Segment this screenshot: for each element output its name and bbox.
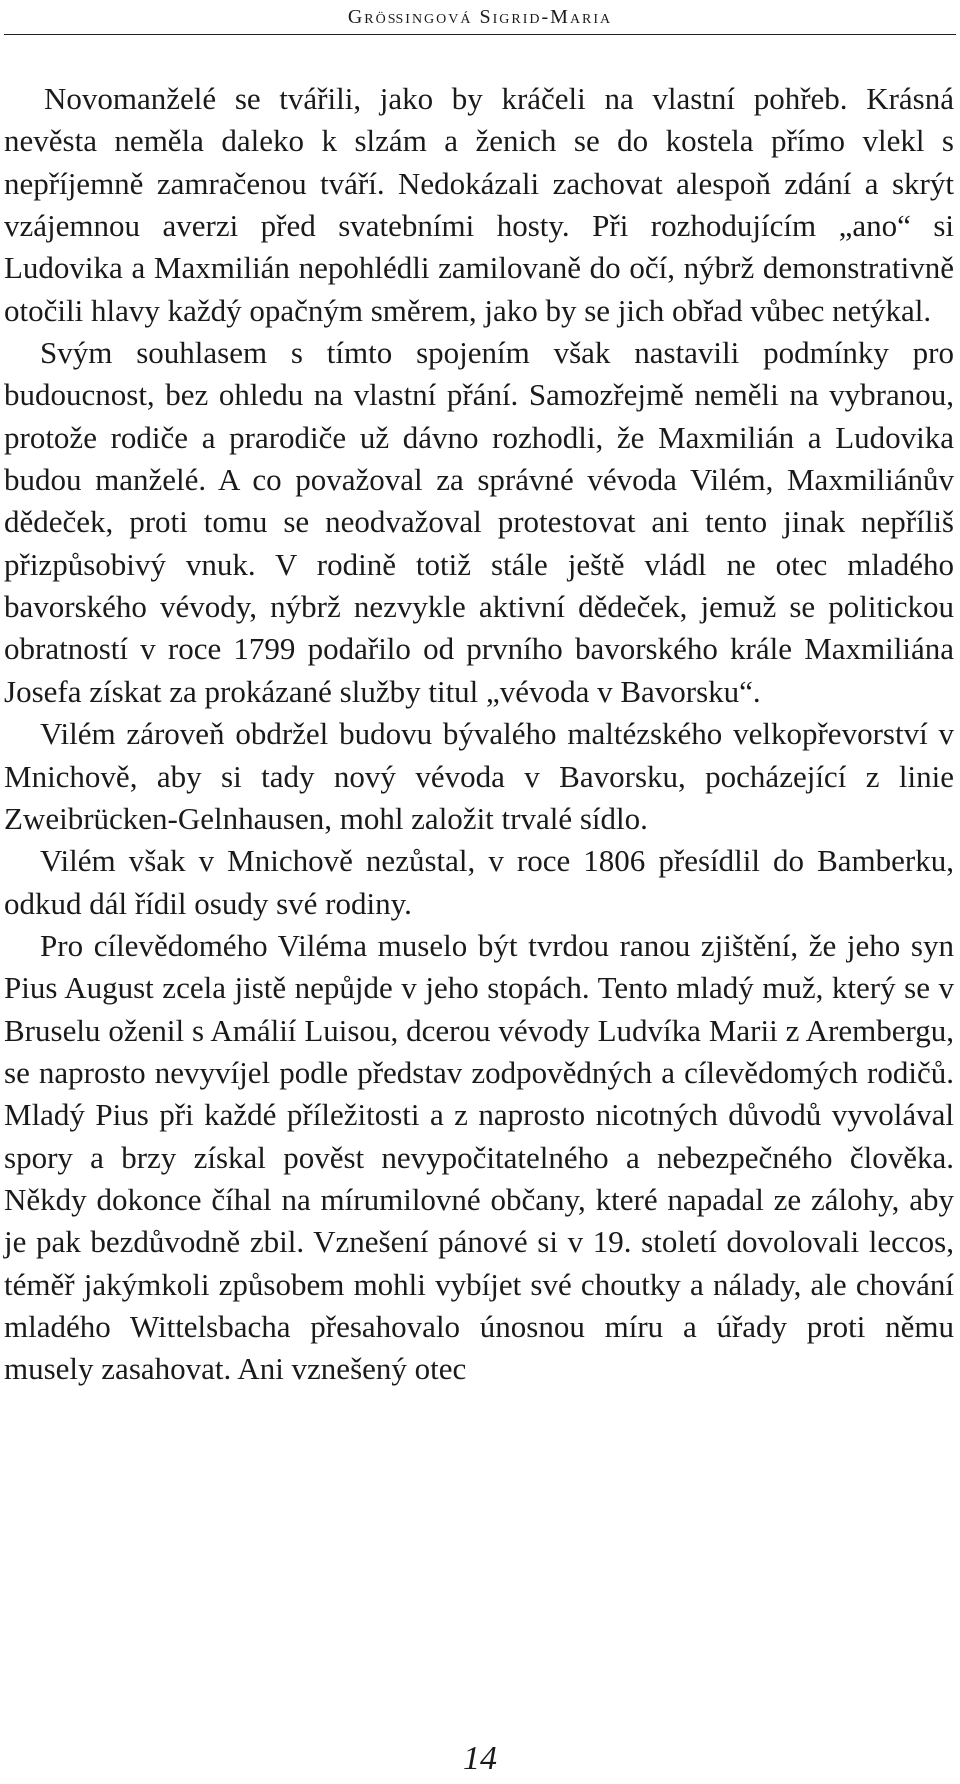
body-text	[4, 78, 954, 1391]
paragraph: Vilém však v Mnichově nezůstal, v roce 1806 přesídlil do Bamberku, odkud dál řídil osudy své rodiny.	[4, 843, 954, 921]
page-number: 14	[463, 1740, 497, 1777]
header-rule	[4, 34, 956, 35]
running-head: Größingová Sigrid-Maria	[347, 6, 613, 28]
paragraph: Novomanželé se tvářili, jako by kráčeli na vlastní pohřeb. Krásná nevěsta neměla daleko k slzám a ženich se do kostela přímo vlekl s nepříjemně zamračenou tváří. Nedokázali zachovat alespoň zdání a skrýt vzájemnou averzi před svatebními hosty. Při rozhodujícím „ano“ si Ludovika a Maxmilián nepohlédli zamilovaně do očí, nýbrž demonstrativně otočili hlavy každý opačným směrem, jako by se jich obřad vůbec netýkal.	[4, 81, 954, 328]
paragraph: Vilém zároveň obdržel budovu bývalého maltézského velkopřevorství v Mnichově, aby si tady nový vévoda v Bavorsku, pocházející z linie Zweibrücken-Gelnhausen, mohl založit trvalé sídlo.	[4, 716, 954, 836]
paragraph: Pro cílevědomého Viléma muselo být tvrdou ranou zjištění, že jeho syn Pius August zcela jistě nepůjde v jeho stopách. Tento mladý muž, který se v Bruselu oženil s Amálií Luisou, dcerou vévody Ludvíka Marii z Arembergu, se naprosto nevyvíjel podle představ zodpovědných a cílevědomých rodičů. Mladý Pius při každé příležitosti a z naprosto nicotných důvodů vyvolával spory a brzy získal pověst nevypočitatelného a nebezpečného člověka. Někdy dokonce číhal na mírumilovné občany, které napadal ze zálohy, aby je pak bezdůvodně zbil. Vznešení pánové si v 19. století dovolovali leccos, téměř jakýmkoli způsobem mohli vybíjet své choutky a nálady, ale chování mladého Wittelsbacha přesahovalo únosnou míru a úřady proti němu musely zasahovat. Ani vznešený otec	[4, 927, 954, 1387]
paragraph: Svým souhlasem s tímto spojením však nastavili podmínky pro budoucnost, bez ohledu na vlastní přání. Samozřejmě neměli na vybranou, protože rodiče a prarodiče už dávno rozhodli, že Maxmilián a Ludovika budou manželé. A co považoval za správné vévoda Vilém, Maxmiliánův dědeček, proti tomu se neodvažoval protestovat ani tento jinak nepříliš přizpůsobivý vnuk. V rodině totiž stále ještě vládl ne otec mladého bavorského vévody, nýbrž nezvykle aktivní dědeček, jemuž se politickou obratností v roce 1799 podařilo od prvního bavorského krále Maxmiliána Josefa získat za prokázané služby titul „vévoda v Bavorsku“.	[4, 335, 954, 709]
